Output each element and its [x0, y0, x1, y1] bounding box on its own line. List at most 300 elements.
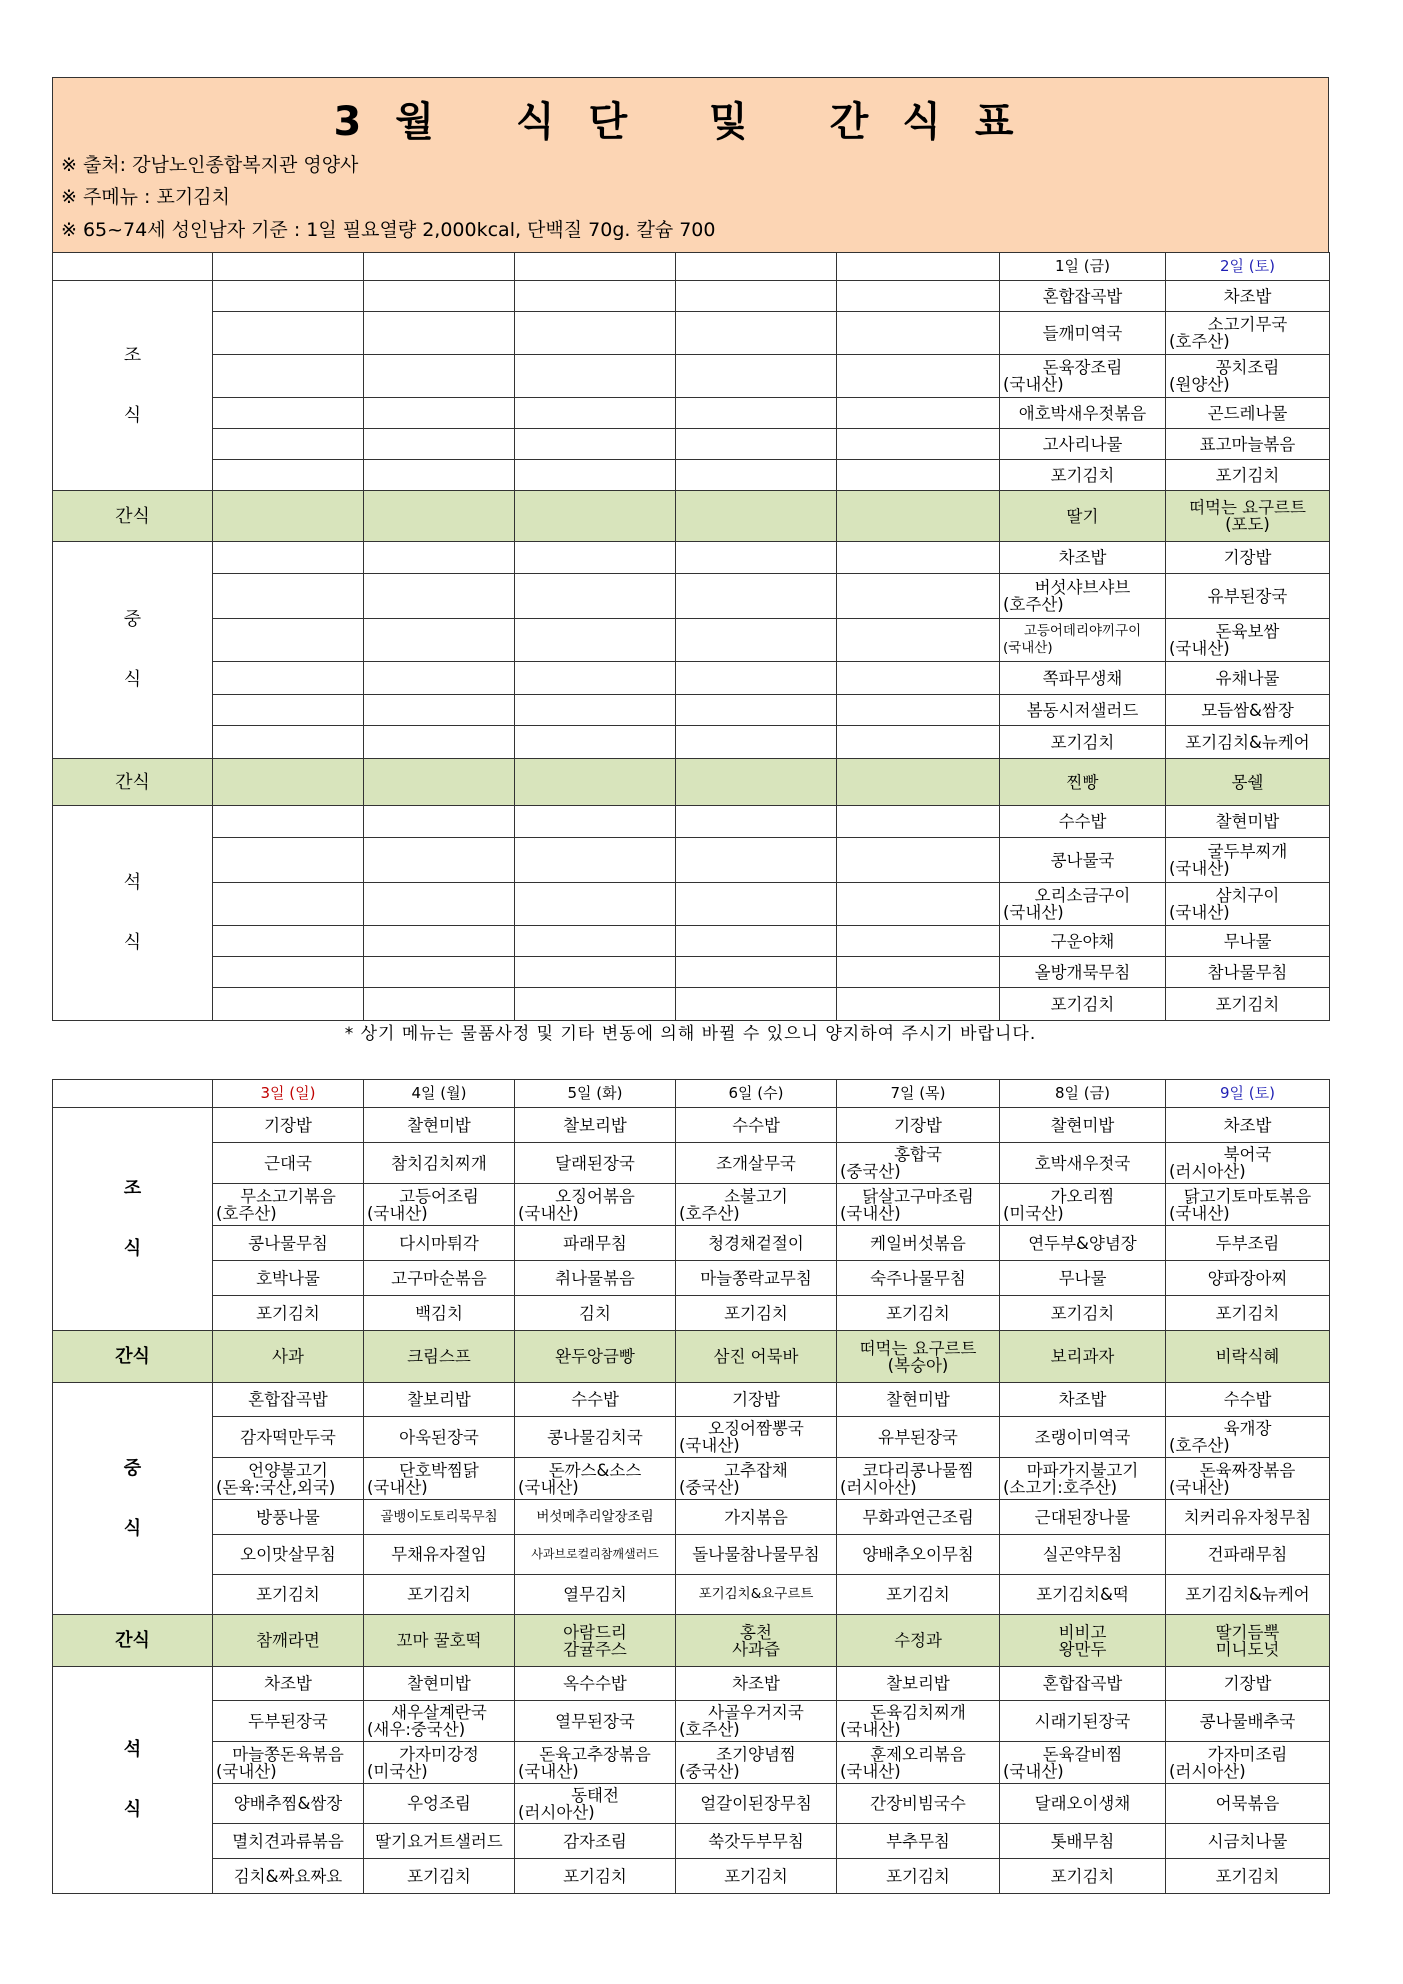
menu-item: 부추무침	[886, 1831, 950, 1851]
menu-cell	[364, 1383, 515, 1417]
menu-item: 조기양념찜	[716, 1744, 796, 1764]
menu-item-origin: (국내산)	[1169, 639, 1230, 658]
menu-cell	[837, 926, 1000, 957]
menu-cell	[837, 460, 1000, 491]
menu-item-origin: (국내산)	[1169, 1477, 1230, 1497]
snack-cell	[515, 1615, 676, 1667]
menu-item-origin: (호주산)	[1169, 1436, 1230, 1455]
menu-item: 구운야채	[1050, 931, 1115, 951]
snack-cell	[515, 1331, 676, 1383]
menu-cell	[837, 281, 1000, 312]
menu-item: 올방개묵무침	[1034, 962, 1131, 982]
menu-item: 참깨라면	[256, 1631, 320, 1650]
menu-cell	[213, 460, 364, 491]
menu-item: 표고마늘볶음	[1199, 434, 1296, 454]
menu-item: 포기김치	[886, 1866, 950, 1886]
menu-item: 고사리나물	[1042, 434, 1123, 454]
menu-item: 열무된장국	[555, 1711, 635, 1731]
menu-cell	[837, 1458, 1000, 1500]
menu-cell	[676, 281, 837, 312]
menu-cell	[837, 1667, 1000, 1701]
menu-item: 돈육갈비찜	[1042, 1744, 1123, 1764]
menu-cell	[837, 398, 1000, 429]
menu-cell	[364, 312, 515, 355]
snack-cell	[676, 759, 837, 806]
menu-cell	[1000, 312, 1166, 355]
menu-cell	[213, 806, 364, 838]
menu-cell	[676, 1261, 837, 1296]
breakfast-label-char1: 조	[123, 344, 142, 366]
menu-item: 포기김치	[724, 1866, 788, 1886]
menu-cell	[1166, 1261, 1330, 1296]
menu-cell	[213, 1184, 364, 1226]
menu-item: 청경채겉절이	[708, 1233, 804, 1253]
day-header: 9일 (토)	[1166, 1080, 1330, 1108]
snack-label: 간식	[53, 1615, 213, 1667]
menu-cell	[1000, 806, 1166, 838]
menu-cell	[837, 355, 1000, 398]
menu-item: 쪽파무생채	[1042, 668, 1123, 688]
menu-cell	[1000, 957, 1166, 988]
menu-cell	[1166, 1500, 1330, 1535]
menu-cell	[364, 1417, 515, 1458]
menu-cell	[837, 1535, 1000, 1575]
menu-cell	[213, 883, 364, 926]
menu-item: 양배추오이무침	[862, 1545, 974, 1564]
menu-item: 닭고기토마토볶음	[1183, 1186, 1312, 1206]
menu-cell	[213, 312, 364, 355]
menu-cell	[676, 1784, 837, 1824]
menu-item: 수수밥	[1058, 812, 1107, 831]
menu-cell	[1166, 1859, 1330, 1894]
menu-cell	[1166, 695, 1330, 726]
menu-cell	[515, 460, 676, 491]
menu-cell	[676, 355, 837, 398]
menu-cell	[213, 1143, 364, 1184]
menu-cell	[676, 542, 837, 574]
menu-cell	[515, 957, 676, 988]
menu-item: 우엉조림	[407, 1794, 471, 1813]
snack-row	[53, 1615, 1330, 1667]
menu-cell	[1000, 926, 1166, 957]
menu-item-origin: (국내산)	[518, 1761, 579, 1781]
menu-item: 모듬쌈&쌈장	[1201, 700, 1294, 720]
menu-cell	[676, 926, 837, 957]
menu-item: 김치&짜요짜요	[233, 1866, 343, 1886]
menu-cell	[515, 1701, 676, 1742]
menu-cell	[1000, 1701, 1166, 1742]
menu-cell	[213, 926, 364, 957]
menu-item: 비비고	[1058, 1622, 1107, 1642]
menu-cell	[1000, 281, 1166, 312]
menu-item: 참치김치찌개	[391, 1153, 487, 1173]
dinner-label-char1: 석	[123, 872, 142, 893]
menu-item: 수수밥	[1223, 1390, 1272, 1409]
menu-cell	[364, 1667, 515, 1701]
menu-item: 포기김치	[1050, 1866, 1115, 1886]
menu-item: 톳배무침	[1050, 1831, 1115, 1851]
menu-item-origin: (국내산)	[1003, 1761, 1064, 1781]
menu-item: 북어국	[1223, 1145, 1272, 1164]
lunch-label	[53, 1383, 213, 1615]
menu-item-detail: 미니도넛	[1215, 1639, 1280, 1659]
menu-cell	[515, 1784, 676, 1824]
menu-cell	[364, 574, 515, 619]
menu-item: 찰현미밥	[407, 1674, 471, 1693]
dinner-row	[53, 1784, 1330, 1824]
menu-item: 소고기무국	[1207, 315, 1288, 334]
lunch-row	[53, 726, 1330, 759]
menu-item: 코다리콩나물찜	[862, 1460, 974, 1480]
menu-cell	[676, 1458, 837, 1500]
day-header: 6일 (수)	[676, 1080, 837, 1108]
menu-item: 수정과	[894, 1631, 942, 1650]
menu-cell	[676, 619, 837, 662]
menu-item: 혼합잡곡밥	[1042, 286, 1123, 306]
week1-table	[52, 252, 1330, 1021]
menu-cell	[1166, 1108, 1330, 1143]
menu-cell	[837, 1742, 1000, 1784]
menu-item-origin: (러시아산)	[1169, 1761, 1246, 1781]
menu-cell	[515, 1824, 676, 1859]
menu-item: 수수밥	[732, 1115, 780, 1135]
snack-cell	[1000, 759, 1166, 806]
menu-cell	[213, 957, 364, 988]
menu-cell	[1166, 1667, 1330, 1701]
menu-cell	[1166, 619, 1330, 662]
menu-cell	[1166, 1575, 1330, 1615]
menu-cell	[1000, 574, 1166, 619]
menu-cell	[676, 662, 837, 695]
menu-cell	[364, 1500, 515, 1535]
menu-cell	[837, 1108, 1000, 1143]
menu-cell	[1000, 1535, 1166, 1575]
menu-cell	[515, 988, 676, 1021]
menu-item: 다시마튀각	[399, 1233, 479, 1253]
menu-item: 골뱅이도토리묵무침	[380, 1508, 498, 1525]
menu-item-origin: (돈육:국산,외국)	[216, 1477, 336, 1497]
menu-cell	[213, 281, 364, 312]
menu-cell	[1166, 662, 1330, 695]
day-header: 2일 (토)	[1166, 253, 1330, 281]
menu-item: 오징어볶음	[555, 1186, 635, 1206]
menu-item: 치커리유자청무침	[1183, 1507, 1312, 1527]
menu-item-origin: (호주산)	[679, 1720, 740, 1739]
breakfast-row	[53, 355, 1330, 398]
menu-item: 양배추찜&쌈장	[233, 1794, 343, 1813]
menu-item: 아람드리	[563, 1622, 627, 1642]
menu-cell	[213, 1417, 364, 1458]
menu-cell	[676, 1701, 837, 1742]
menu-cell	[515, 726, 676, 759]
dinner-row	[53, 926, 1330, 957]
snack-cell	[213, 1615, 364, 1667]
menu-cell	[364, 398, 515, 429]
menu-item: 포기김치	[1050, 732, 1115, 752]
source-line: ※ 출처: 강남노인종합복지관 영양사	[61, 154, 359, 176]
menu-cell	[364, 1184, 515, 1226]
menu-item-origin: (국내산)	[518, 1477, 579, 1497]
menu-cell	[837, 1784, 1000, 1824]
menu-item: 떠먹는 요구르트	[1189, 498, 1306, 517]
menu-item: 육개장	[1223, 1419, 1272, 1438]
menu-cell	[364, 883, 515, 926]
snack-cell	[837, 1615, 1000, 1667]
dinner-label	[53, 806, 213, 1021]
menu-item: 포기김치	[1215, 465, 1280, 485]
menu-item: 단호박찜닭	[399, 1460, 479, 1480]
menu-item: 참나물무침	[1207, 962, 1288, 982]
menu-item: 감자조림	[563, 1831, 627, 1851]
corner-cell	[53, 253, 213, 281]
day-header: 5일 (화)	[515, 1080, 676, 1108]
main-menu-line: ※ 주메뉴 : 포기김치	[61, 186, 230, 208]
menu-cell	[1000, 883, 1166, 926]
day-header-row	[53, 253, 1330, 281]
menu-cell	[837, 1500, 1000, 1535]
menu-cell	[1166, 1824, 1330, 1859]
dinner-row	[53, 1859, 1330, 1894]
lunch-row	[53, 1500, 1330, 1535]
menu-cell	[1166, 460, 1330, 491]
menu-item: 포기김치	[1215, 1866, 1280, 1886]
menu-cell	[676, 1143, 837, 1184]
menu-item: 방풍나물	[256, 1507, 320, 1527]
snack-cell	[837, 491, 1000, 542]
menu-cell	[837, 883, 1000, 926]
menu-item-origin: (중국산)	[679, 1477, 740, 1497]
lunch-row	[53, 619, 1330, 662]
menu-item: 찐빵	[1066, 772, 1099, 792]
menu-item: 꽁치조림	[1215, 358, 1280, 377]
menu-item: 기장밥	[1223, 548, 1272, 567]
menu-item: 포기김치	[886, 1585, 950, 1604]
menu-cell	[213, 542, 364, 574]
menu-cell	[364, 1226, 515, 1261]
menu-cell	[1000, 695, 1166, 726]
snack-cell	[676, 491, 837, 542]
menu-cell	[213, 1383, 364, 1417]
menu-item: 백김치	[415, 1303, 463, 1323]
menu-cell	[1166, 1143, 1330, 1184]
menu-item: 굴두부찌개	[1207, 842, 1288, 861]
menu-cell	[364, 1859, 515, 1894]
menu-cell	[364, 460, 515, 491]
breakfast-row	[53, 1226, 1330, 1261]
menu-cell	[213, 1667, 364, 1701]
menu-cell	[515, 883, 676, 926]
menu-item: 콩나물배추국	[1199, 1711, 1296, 1731]
menu-cell	[1000, 1859, 1166, 1894]
menu-item: 마늘쫑락교무침	[700, 1268, 812, 1288]
menu-cell	[213, 1108, 364, 1143]
notice-text: * 상기 메뉴는 물품사정 및 기타 변동에 의해 바뀔 수 있으니 양지하여 주시기 바랍니다.	[344, 1024, 1037, 1044]
lunch-row	[53, 695, 1330, 726]
menu-item: 조랭이미역국	[1034, 1427, 1131, 1447]
menu-item-origin: (원양산)	[1169, 375, 1230, 394]
menu-item: 포기김치&떡	[1036, 1585, 1129, 1604]
lunch-label-char2: 식	[123, 1517, 142, 1539]
menu-item: 가오리찜	[1050, 1186, 1115, 1206]
menu-cell	[837, 726, 1000, 759]
menu-item: 완두앙금빵	[555, 1347, 635, 1366]
menu-cell	[213, 398, 364, 429]
menu-cell	[213, 1575, 364, 1615]
menu-item-origin: (중국산)	[840, 1162, 901, 1181]
menu-cell	[1000, 1383, 1166, 1417]
menu-cell	[515, 281, 676, 312]
week2-table	[52, 1079, 1330, 1894]
menu-item: 닭살고구마조림	[862, 1186, 974, 1206]
menu-cell	[515, 662, 676, 695]
menu-cell	[676, 1108, 837, 1143]
menu-item: 기장밥	[732, 1390, 780, 1409]
menu-item: 몽쉘	[1231, 772, 1264, 792]
dinner-row	[53, 838, 1330, 883]
day-header	[515, 253, 676, 281]
menu-cell	[837, 1859, 1000, 1894]
menu-item: 찰현미밥	[886, 1390, 950, 1409]
menu-cell	[1166, 957, 1330, 988]
menu-item: 포기김치	[256, 1585, 320, 1604]
menu-cell	[1166, 806, 1330, 838]
menu-item: 딸기듬뿍	[1215, 1622, 1280, 1642]
menu-cell	[1000, 1108, 1166, 1143]
snack-cell	[515, 491, 676, 542]
menu-item: 쑥갓두부무침	[708, 1831, 804, 1851]
snack-cell	[1166, 759, 1330, 806]
snack-cell	[1000, 491, 1166, 542]
menu-cell	[676, 429, 837, 460]
lunch-label-char1: 중	[123, 1457, 142, 1479]
menu-cell	[676, 460, 837, 491]
menu-item: 유부된장국	[878, 1427, 958, 1447]
menu-cell	[837, 988, 1000, 1021]
menu-item: 돈육보쌈	[1215, 622, 1280, 641]
menu-item: 돈육장조림	[1042, 358, 1123, 377]
snack-row	[53, 491, 1330, 542]
menu-item: 옥수수밥	[563, 1674, 627, 1693]
menu-cell	[515, 1417, 676, 1458]
breakfast-row	[53, 312, 1330, 355]
dinner-label	[53, 1667, 213, 1894]
lunch-row	[53, 1383, 1330, 1417]
day-header	[213, 253, 364, 281]
menu-cell	[676, 1859, 837, 1894]
menu-cell	[676, 574, 837, 619]
menu-cell	[1000, 838, 1166, 883]
lunch-row	[53, 1575, 1330, 1615]
menu-cell	[1166, 1417, 1330, 1458]
menu-item-origin: (러시아산)	[1169, 1162, 1246, 1181]
menu-cell	[1000, 1824, 1166, 1859]
menu-cell	[213, 1824, 364, 1859]
menu-item: 차조밥	[1058, 1390, 1107, 1409]
menu-cell	[364, 926, 515, 957]
menu-item: 언양불고기	[248, 1460, 328, 1480]
menu-cell	[676, 312, 837, 355]
menu-item: 열무김치	[563, 1585, 627, 1604]
menu-cell	[1166, 1784, 1330, 1824]
menu-cell	[213, 574, 364, 619]
dinner-label-char2: 식	[123, 1799, 142, 1820]
breakfast-label-char2: 식	[123, 1238, 142, 1259]
menu-cell	[1166, 988, 1330, 1021]
menu-cell	[364, 1784, 515, 1824]
menu-item: 딸기	[1066, 506, 1099, 526]
menu-item-detail: 사과즙	[732, 1639, 780, 1659]
menu-item: 시래기된장국	[1034, 1711, 1131, 1731]
menu-item-origin: (러시아산)	[518, 1802, 595, 1822]
menu-cell	[364, 1742, 515, 1784]
menu-cell	[676, 1824, 837, 1859]
menu-item: 유채나물	[1215, 668, 1280, 688]
menu-item: 포기김치	[407, 1585, 471, 1604]
breakfast-label-char2: 식	[123, 404, 142, 426]
day-header: 3일 (일)	[213, 1080, 364, 1108]
menu-item: 콩나물국	[1050, 850, 1115, 870]
menu-cell	[213, 838, 364, 883]
menu-item: 찰보리밥	[407, 1390, 471, 1409]
menu-item: 꼬마 꿀호떡	[396, 1631, 482, 1650]
menu-item: 돈육김치찌개	[870, 1703, 966, 1722]
menu-item: 찰현미밥	[1215, 812, 1280, 831]
menu-cell	[1000, 662, 1166, 695]
lunch-row	[53, 542, 1330, 574]
menu-cell	[1000, 355, 1166, 398]
day-header: 1일 (금)	[1000, 253, 1166, 281]
menu-cell	[1166, 281, 1330, 312]
menu-item: 유부된장국	[1207, 586, 1288, 606]
menu-item: 마늘쫑돈육볶음	[232, 1744, 344, 1764]
menu-cell	[364, 1261, 515, 1296]
menu-cell	[1166, 1701, 1330, 1742]
menu-cell	[676, 1296, 837, 1331]
menu-item-origin: (호주산)	[1169, 332, 1230, 351]
menu-item-origin: (국내산)	[1169, 1203, 1230, 1223]
menu-cell	[364, 1296, 515, 1331]
menu-cell	[515, 355, 676, 398]
menu-cell	[364, 838, 515, 883]
snack-cell	[364, 1615, 515, 1667]
menu-item: 취나물볶음	[555, 1268, 635, 1288]
snack-label: 간식	[53, 491, 213, 542]
menu-item: 김치	[579, 1303, 611, 1323]
menu-item: 연두부&양념장	[1028, 1233, 1137, 1253]
menu-cell	[213, 726, 364, 759]
breakfast-label-char1: 조	[123, 1178, 142, 1199]
menu-item-origin: (국내산)	[1003, 640, 1053, 656]
menu-item: 멸치견과류볶음	[232, 1831, 344, 1851]
menu-item: 홍합국	[894, 1145, 942, 1164]
menu-cell	[676, 988, 837, 1021]
menu-item: 사과브로컬리참깨샐러드	[531, 1547, 659, 1561]
dinner-row	[53, 1701, 1330, 1742]
menu-item: 포기김치	[886, 1303, 950, 1323]
menu-cell	[364, 355, 515, 398]
menu-cell	[837, 619, 1000, 662]
menu-cell	[364, 619, 515, 662]
menu-item: 찰보리밥	[563, 1115, 627, 1135]
menu-cell	[676, 957, 837, 988]
menu-cell	[676, 838, 837, 883]
menu-cell	[515, 1226, 676, 1261]
menu-item: 차조밥	[1058, 548, 1107, 567]
menu-item: 포기김치	[1215, 1303, 1280, 1323]
menu-item: 호박나물	[256, 1268, 320, 1288]
lunch-row	[53, 1458, 1330, 1500]
lunch-label	[53, 542, 213, 759]
